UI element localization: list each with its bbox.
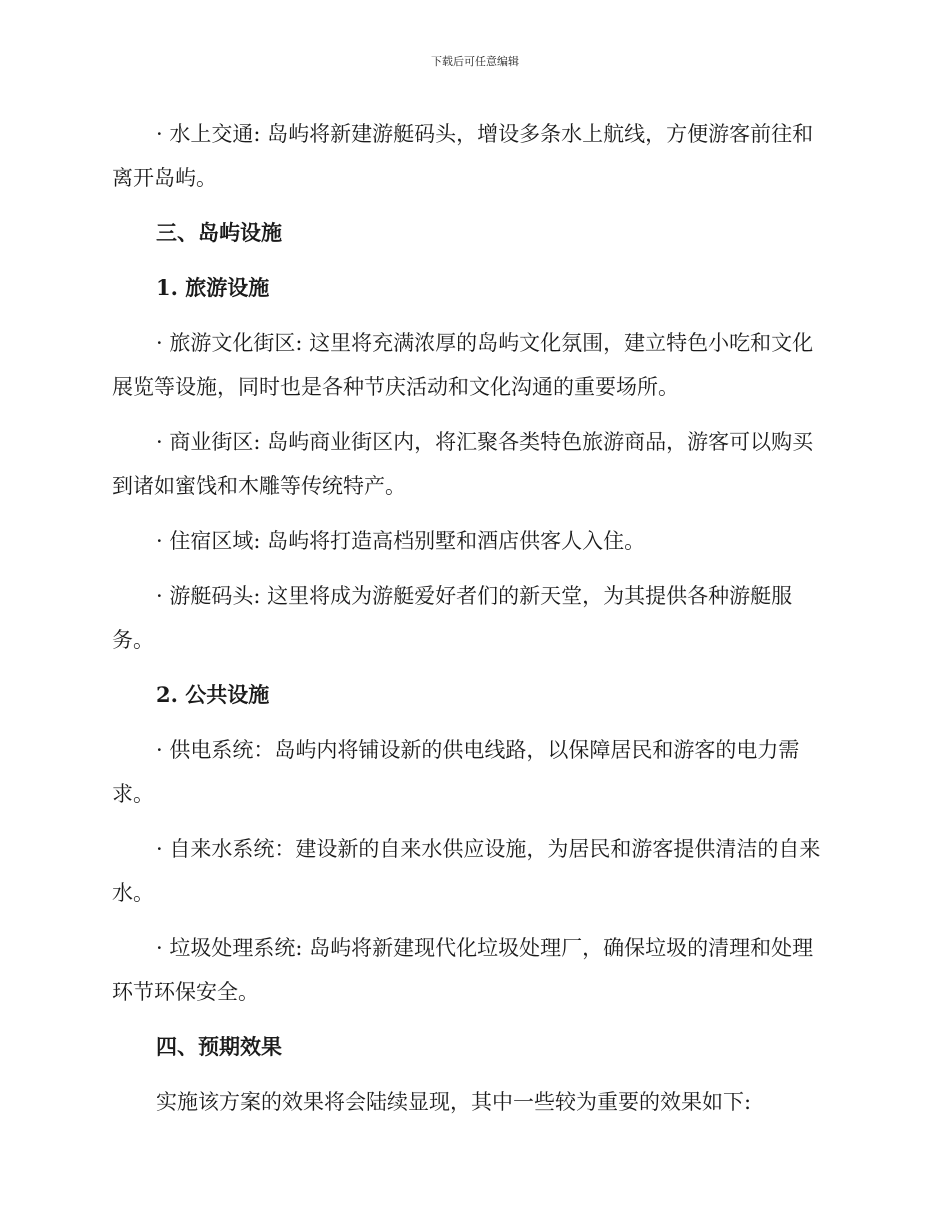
paragraph-effects-intro: 实施该方案的效果将会陆续显现，其中一些较为重要的效果如下: — [156, 1090, 752, 1114]
paragraph-garbage-system: · 垃圾处理系统: 岛屿将新建现代化垃圾处理厂，确保垃圾的清理和处理环节环保安全。 — [112, 936, 814, 1004]
document-body — [112, 112, 832, 1124]
page-header: 下载后可任意编辑 — [431, 55, 519, 68]
section-heading-island-facilities: 三、岛屿设施 — [156, 220, 282, 245]
subheading-public-facilities: 2. 公共设施 — [156, 682, 270, 707]
paragraph-yacht-pier: · 游艇码头: 这里将成为游艇爱好者们的新天堂，为其提供各种游艇服务。 — [112, 584, 793, 652]
paragraph-power-system: · 供电系统：岛屿内将铺设新的供电线路，以保障居民和游客的电力需求。 — [112, 738, 800, 806]
paragraph-accommodation: · 住宿区域: 岛屿将打造高档别墅和酒店供客人入住。 — [156, 529, 646, 553]
paragraph-water-transport: · 水上交通: 岛屿将新建游艇码头，增设多条水上航线，方便游客前往和离开岛屿。 — [112, 122, 814, 190]
paragraph-culture-street: · 旅游文化街区: 这里将充满浓厚的岛屿文化氛围，建立特色小吃和文化展览等设施，同时也是各种节庆活动和文化沟通的重要场所。 — [112, 331, 814, 399]
paragraph-water-system: · 自来水系统：建设新的自来水供应设施，为居民和游客提供清洁的自来水。 — [112, 837, 821, 905]
subheading-tourism-facilities: 1. 旅游设施 — [156, 275, 270, 300]
section-heading-expected-effects: 四、预期效果 — [156, 1034, 282, 1059]
paragraph-commercial-street: · 商业街区: 岛屿商业街区内，将汇聚各类特色旅游商品，游客可以购买到诸如蜜饯和木雕等传统特产。 — [112, 430, 814, 498]
